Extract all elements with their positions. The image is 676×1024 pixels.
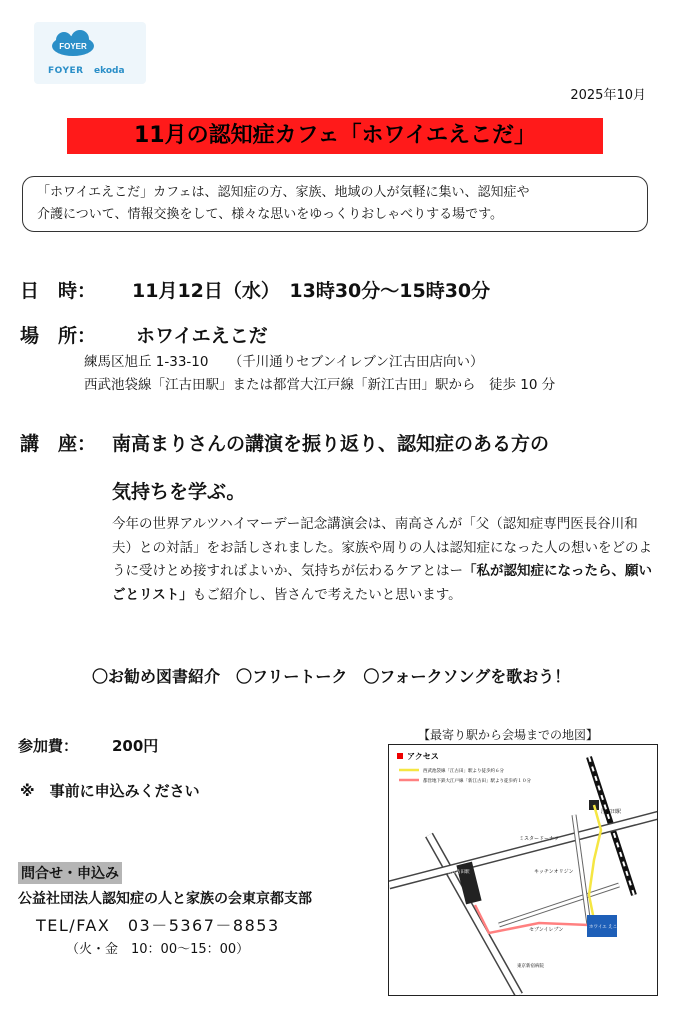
label-seven-eleven: セブンイレブン [529,927,564,933]
datetime-label: 日 時： [20,280,97,302]
access-map [388,744,658,996]
label-kitchen-origin: キッチンオリジン [534,869,574,875]
lecture-body-2: もご紹介し、皆さんで考えたいと思います。 [192,586,462,603]
logo-name: FOYER [48,66,84,76]
lecture-title-2: 気持ちを学ぶ。 [112,481,246,503]
intro-box [22,176,648,232]
legend-line-2: 都営地下鉄大江戸線「新江古田」駅より徒歩約１０分 [423,779,531,784]
label-venue: ホワイエ えこだ [589,925,622,930]
fee-label: 参加費： [18,737,79,755]
cloud-logo-icon [50,30,96,58]
lecture-highlight: 「私が認知症になったら、願いごとリスト」 [112,563,652,603]
page-title: 11月の認知症カフェ「ホワイエえこだ」 [67,118,603,154]
lecture-description [112,513,657,607]
contact-org: 公益社団法人認知症の人と家族の会東京都支部 [18,891,312,907]
contact-hours: （火・金 10：00～15：00） [66,942,250,957]
map-drawing [389,745,658,996]
contact-label: 問合せ・申込み [18,862,122,884]
foyer-logo [34,22,146,84]
intro-line-2: 介護について、情報交換をして、様々な思いをゆっくりおしゃべりする場です。 [37,207,504,222]
intro-line-1: 「ホワイエえこだ」カフェは、認知症の方、家族、地域の人が気軽に集い、認知症や [37,185,530,200]
legend-line-1: 西武池袋線「江古田」駅より徒歩約６分 [423,769,504,774]
lecture-body-1: 今年の世界アルツハイマーデー記念講演会は、南高さんが「父（認知症専門医長谷川和夫）との対話」をお話しされました。家族や周りの人は認知症になった人の想いをどのように受けとめ接すればよいか、気持ちが伝わるケアとはー [112,516,652,579]
logo-area: ekoda [94,66,125,76]
application-notice: ※ 事前に申込みください [20,782,200,800]
label-mister-donut: ミスタードーナツ [519,836,559,842]
lecture-title-1: 南高まりさんの講演を振り返り、認知症のある方の [112,433,550,455]
legend-marker-icon [397,753,403,759]
contact-tel: TEL/FAX 03－5367－8853 [36,916,280,935]
legend-title: アクセス [407,752,439,761]
venue-label: 場 所： [20,325,97,347]
venue-name: ホワイエえこだ [136,325,268,347]
route-seibu [589,805,601,920]
venue-address: 練馬区旭丘 1-33-10 （千川通りセブンイレブン江古田店向い） [84,354,484,370]
station-ekoda: 江古田駅 [601,809,622,815]
logo-badge: FOYER [59,42,87,51]
lecture-label: 講 座： [20,433,97,455]
station-shinekoda: 新江古田駅 [447,870,470,875]
program-list: 〇お勧め図書紹介 〇フリートーク 〇フォークソングを歌おう！ [92,667,571,686]
venue-access: 西武池袋線「江古田駅」または都営大江戸線「新江古田」駅から 徒歩 10 分 [84,377,556,393]
issue-date: 2025年10月 [570,88,646,103]
datetime-value: 11月12日（水） 13時30分～15時30分 [132,280,491,302]
fee-value: 200円 [112,737,159,755]
label-tokyo-hospital: 東京新宿病院 [517,964,544,969]
map-caption: 【最寄り駅から会場までの地図】 [418,728,599,742]
